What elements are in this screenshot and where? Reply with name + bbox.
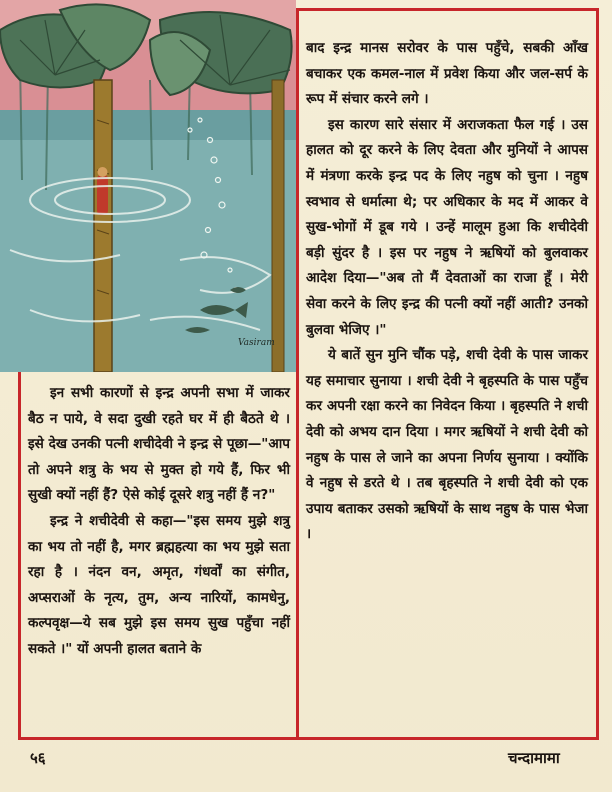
- page-number: ५६: [30, 749, 46, 767]
- border-bottom: [18, 737, 599, 740]
- right-paragraph-1: बाद इन्द्र मानस सरोवर के पास पहुँचे, सबकी आँख बचाकर एक कमल-नाल में प्रवेश किया और जल-सर्प के रूप में संचार करने लगे ।: [306, 40, 588, 108]
- column-divider: [296, 8, 299, 738]
- artist-signature: Vasiram: [238, 338, 275, 348]
- left-text-column: [28, 381, 290, 663]
- right-text-column: [306, 36, 588, 548]
- right-paragraph-3: ये बातें सुन मुनि चौंक पड़े, शची देवी के पास जाकर यह समाचार सुनाया । शची देवी ने बृहस्पति के पास पहुँच कर अपनी रक्षा करने का निवेदन किया । बृहस्पति ने शची देवी को अभय दान दिया । मगर ऋषियों ने शची देवी को नहुष के पास ले जाने का अपना निर्णय सुनाया । क्योंकि वे नहुष से डरते थे । तब बृहस्पति ने शची देवी को एक उपाय बताकर उसको ऋषियों के साथ नहुष के पास भेजा ।: [306, 347, 588, 543]
- border-left: [18, 372, 21, 738]
- border-right: [596, 8, 599, 740]
- right-paragraph-2: इस कारण सारे संसार में अराजकता फैल गई । उस हालत को दूर करने के लिए देवता और मुनियों ने आपस में मंत्रणा करके इन्द्र पद के लिए नहुष को चुना । नहुष स्वभाव से धर्मात्मा थे; पर अधिकार के मद में आकर वे सुख-भोगों में डूब गये । उन्हें मालूम हुआ कि शचीदेवी बड़ी सुंदर है । इस पर नहुष ने ऋषियों को बुलवाकर आदेश दिया—"अब तो मैं देवताओं का राजा हूँ । मेरी सेवा करने के लिए इन्द्र की पत्नी क्यों नहीं आती? उनको बुलवा भेजिए ।": [306, 116, 588, 338]
- left-paragraph-2: इन्द्र ने शचीदेवी से कहा—"इस समय मुझे शत्रु का भय तो नहीं है, मगर ब्रह्महत्या का भय मुझे सता रहा है । नंदन वन, अमृत, गंधर्वों का संगीत, अप्सराओं के नृत्य, तुम, अन्य नारियों, कामधेनु, कल्पवृक्ष—ये सब मुझे इस समय सुख पहुँचा नहीं सकते ।" यों अपनी हालत बताने के: [28, 512, 290, 657]
- lotus-pond-illustration: [0, 0, 296, 372]
- magazine-name: चन्दामामा: [508, 749, 560, 767]
- left-paragraph-1: इन सभी कारणों से इन्द्र अपनी सभा में जाकर बैठ न पाये, वे सदा दुखी रहते घर में ही बैठते थे । इसे देख उनकी पत्नी शचीदेवी ने इन्द्र से पूछा—"आप तो अपने शत्रु के भय से मुक्त हो गये हैं, फिर भी सुखी क्यों नहीं हैं? ऐसे कोई दूसरे शत्रु नहीं हैं न?": [28, 385, 290, 504]
- border-top: [296, 8, 599, 11]
